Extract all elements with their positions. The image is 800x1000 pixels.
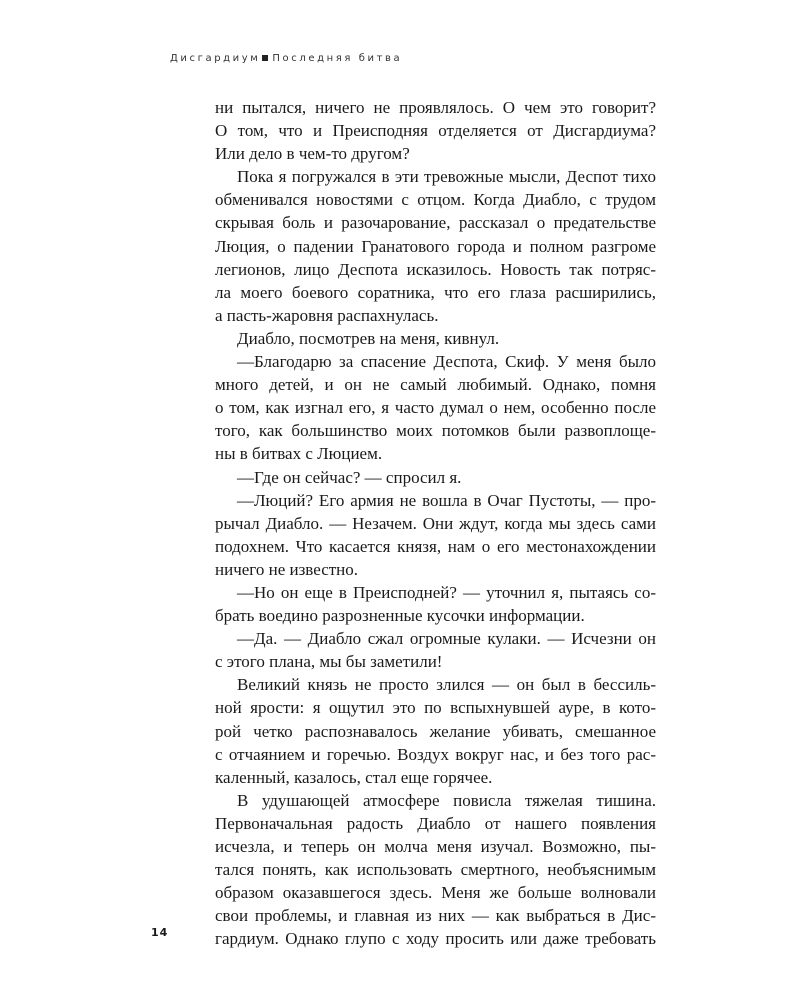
volume-title: Последняя битва bbox=[272, 53, 403, 64]
text-line: —Благодарю за спасение Деспота, Скиф. У меня было bbox=[237, 352, 656, 372]
text-line: легионов, лицо Деспота исказилось. Новость так потряс- bbox=[215, 259, 656, 279]
separator-square bbox=[262, 55, 268, 61]
text-line: Или дело в чем-то другом? bbox=[215, 144, 410, 164]
body-text bbox=[215, 96, 656, 950]
text-line: —Но он еще в Преисподней? — уточнил я, пытаясь со- bbox=[237, 582, 656, 602]
text-line: скрывая боль и разочарование, рассказал о предательстве bbox=[215, 213, 656, 233]
text-line: свои проблемы, и главная из них — как выбраться в Дис- bbox=[215, 906, 656, 926]
text-line: рой четко распознавалось желание убивать, смешанное bbox=[215, 721, 656, 741]
text-line: с отчаянием и горечью. Воздух вокруг нас, и без того рас- bbox=[215, 744, 656, 764]
text-line: тался понять, как использовать смертного, необъяснимым bbox=[215, 860, 656, 880]
text-line: Великий князь не просто злился — он был в бессиль- bbox=[237, 675, 656, 695]
text-line: брать воедино разрозненные кусочки информации. bbox=[215, 606, 585, 626]
text-line: —Да. — Диабло сжал огромные кулаки. — Исчезни он bbox=[237, 629, 656, 649]
text-line: В удушающей атмосфере повисла тяжелая тишина. bbox=[237, 790, 656, 810]
text-line: О том, что и Преисподняя отделяется от Дисгардиума? bbox=[215, 121, 656, 141]
text-line: ла моего боевого соратника, что его глаза расширились, bbox=[215, 282, 656, 302]
text-line: много детей, и он не самый любимый. Однако, помня bbox=[215, 375, 656, 395]
text-line: рычал Диабло. — Незачем. Они ждут, когда мы здесь сами bbox=[215, 513, 656, 533]
text-line: ной ярости: я ощутил это по вспыхнувшей ауре, в кото- bbox=[215, 698, 656, 718]
text-line: с этого плана, мы бы заметили! bbox=[215, 652, 443, 672]
book-title: Дисгардиум bbox=[170, 53, 261, 64]
text-line: исчезла, и теперь он молча меня изучал. Возможно, пы- bbox=[215, 837, 656, 856]
text-line: ничего не известно. bbox=[215, 559, 359, 579]
text-line: того, как большинство моих потомков были развоплоще- bbox=[215, 421, 656, 441]
text-line: каленный, казалось, стал еще горячее. bbox=[215, 767, 493, 787]
text-line: ни пытался, ничего не проявлялось. О чем это говорит? bbox=[215, 98, 656, 117]
text-line: а пасть-жаровня распахнулась. bbox=[215, 305, 439, 325]
text-line: образом оказавшегося здесь. Меня же больше волновали bbox=[215, 883, 656, 903]
text-line: Диабло, посмотрев на меня, кивнул. bbox=[237, 328, 500, 348]
text-line: гардиум. Однако глупо с ходу просить или даже требовать bbox=[215, 929, 656, 949]
text-line: ны в битвах с Люцием. bbox=[215, 444, 383, 464]
text-line: обменивался новостями с отцом. Когда Диабло, с трудом bbox=[215, 190, 656, 210]
page-number: 14 bbox=[151, 926, 169, 939]
text-line: Пока я погружался в эти тревожные мысли, Деспот тихо bbox=[237, 167, 656, 187]
text-line: подохнем. Что касается князя, нам о его местонахождении bbox=[215, 536, 656, 556]
text-line: Первоначальная радость Диабло от нашего появления bbox=[215, 813, 656, 833]
running-head bbox=[170, 53, 402, 64]
text-line: —Люций? Его армия не вошла в Очаг Пустоты, — про- bbox=[237, 490, 656, 510]
text-line: —Где он сейчас? — спросил я. bbox=[237, 467, 462, 487]
text-line: о том, как изгнал его, я часто думал о нем, особенно после bbox=[215, 398, 656, 418]
text-line: Люция, о падении Гранатового города и полном разгроме bbox=[215, 236, 656, 256]
